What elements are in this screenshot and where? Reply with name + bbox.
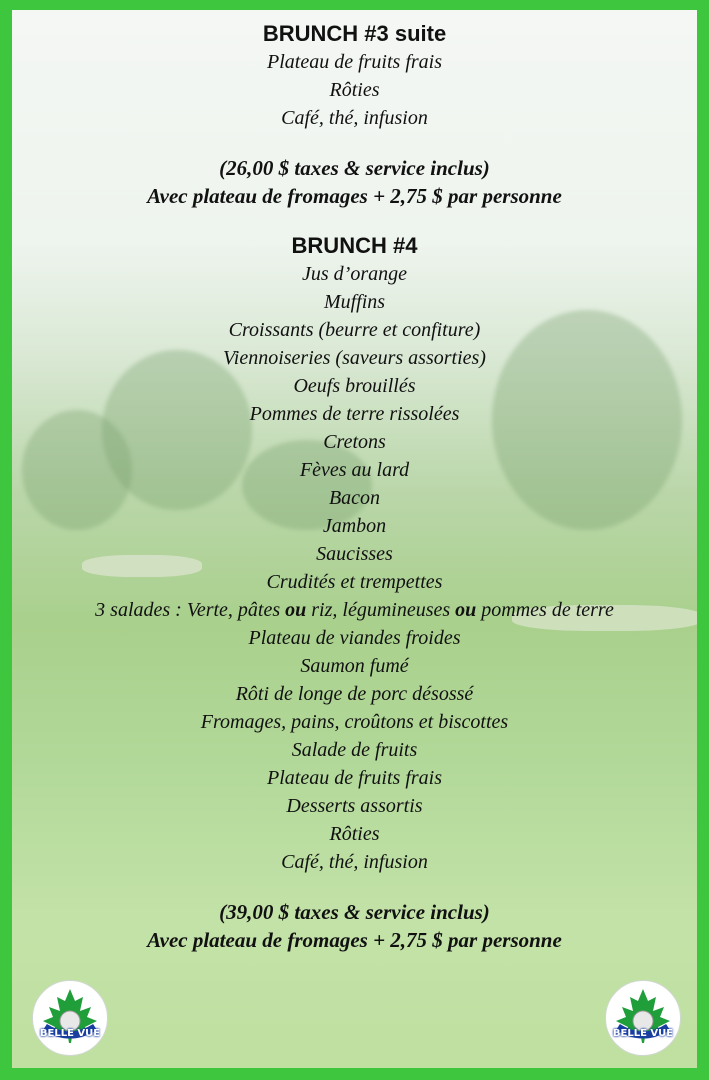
menu-item: Oeufs brouillés [293, 375, 416, 397]
brunch3-price: (26,00 $ taxes & service inclus) [219, 156, 490, 180]
menu-item: Fèves au lard [299, 459, 410, 481]
salads-or: ou [455, 599, 477, 621]
menu-item: Pommes de terre rissolées [249, 403, 460, 425]
brunch4-title: BRUNCH #4 [291, 233, 418, 258]
salads-middle: riz, légumineuses [306, 599, 456, 621]
menu-item: Bacon [328, 487, 381, 509]
logo-text: BELLE VUE [39, 1028, 101, 1039]
brunch4-extra: Avec plateau de fromages + 2,75 $ par personne [147, 928, 562, 952]
maple-leaf-icon [33, 981, 107, 1055]
menu-item: Plateau de viandes froides [248, 627, 461, 649]
menu-item: Croissants (beurre et confiture) [228, 319, 481, 341]
menu-item: Muffins [323, 291, 386, 313]
menu-content [12, 20, 697, 954]
menu-item: Cretons [323, 431, 386, 453]
menu-item: Viennoiseries (saveurs assorties) [223, 347, 486, 369]
salads-prefix: 3 salades : Verte, pâtes [95, 599, 286, 621]
menu-item: Fromages, pains, croûtons et biscottes [200, 711, 509, 733]
brunch3-extra: Avec plateau de fromages + 2,75 $ par personne [147, 184, 562, 208]
menu-item: Saumon fumé [300, 655, 409, 677]
maple-leaf-icon [606, 981, 680, 1055]
salads-or: ou [285, 599, 307, 621]
menu-item: Rôti de longe de porc désossé [235, 683, 474, 705]
menu-item: Café, thé, infusion [281, 107, 428, 129]
salads-suffix: pommes de terre [476, 599, 614, 621]
menu-item: Rôties [329, 823, 380, 845]
brunch3-title: BRUNCH #3 suite [262, 21, 447, 46]
menu-item: Café, thé, infusion [281, 851, 428, 873]
bellevue-logo [32, 980, 108, 1056]
brunch4-price: (39,00 $ taxes & service inclus) [219, 900, 490, 924]
menu-item: Plateau de fruits frais [267, 767, 442, 789]
menu-item: Plateau de fruits frais [267, 51, 442, 73]
logo-text: BELLE VUE [612, 1028, 674, 1039]
menu-item: Saucisses [316, 543, 393, 565]
salads-line [12, 596, 697, 624]
menu-item: Salade de fruits [291, 739, 418, 761]
menu-item: Crudités et trempettes [266, 571, 443, 593]
menu-item: Rôties [329, 79, 380, 101]
menu-item: Jus d’orange [302, 263, 407, 285]
menu-item: Jambon [322, 515, 387, 537]
bellevue-logo [605, 980, 681, 1056]
menu-item: Desserts assortis [286, 795, 423, 817]
